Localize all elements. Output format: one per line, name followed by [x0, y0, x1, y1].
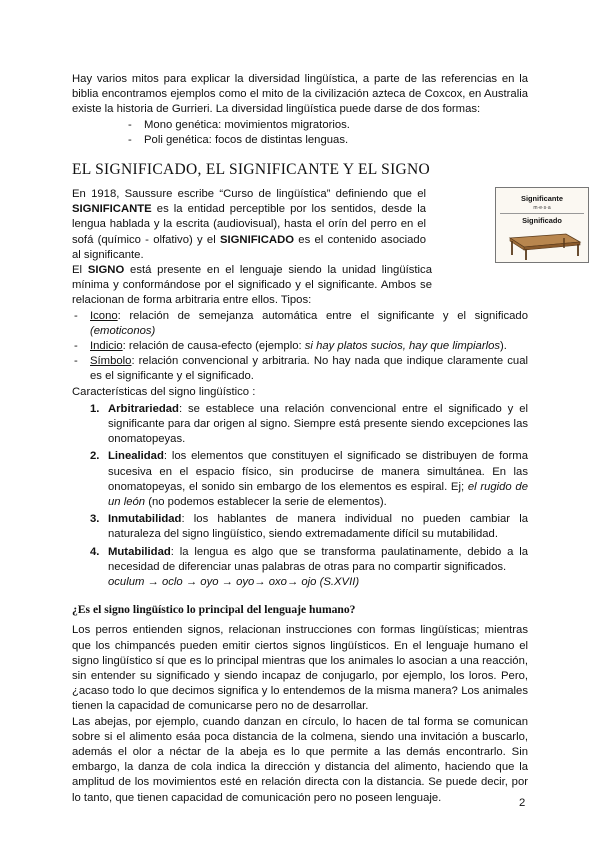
section-heading: EL SIGNIFICADO, EL SIGNIFICANTE Y EL SIGNO — [72, 161, 431, 179]
signo-section — [72, 187, 563, 309]
characteristics-title: Características del signo lingüístico : — [72, 385, 256, 398]
list-item — [72, 133, 528, 148]
list-item: - Indicio: relación de causa-efecto (ejemplo: si hay platos sucios, hay que limpiarlos). — [72, 339, 528, 354]
dash-bullet: - — [74, 309, 78, 322]
table-icon — [496, 226, 588, 262]
intro-paragraph: Hay varios mitos para explicar la diversidad lingüística, a parte de las referencias en la biblia encontramos ejemplos como el mito de la civilización azteca de Coxcox, en Australia existe la historia de Gurrieri. La diversidad lingüística puede darse de dos formas: — [72, 73, 528, 116]
list-item-text: Mono genética: movimientos migratorios. — [144, 118, 350, 131]
list-item — [72, 118, 528, 133]
forms-list — [72, 118, 528, 148]
dash-bullet: - — [128, 133, 132, 146]
document-page — [72, 72, 563, 806]
subsection-heading: ¿Es el signo lingüístico lo principal del lenguaje humano? — [72, 603, 356, 617]
dash-bullet: - — [128, 118, 132, 131]
signo-paragraph: El SIGNO está presente en el lenguaje siendo la unidad lingüística mínima y conformándose por el significado y el significante. Ambos se relacionan de forma arbitraria entre ellos. Tipos: — [72, 264, 432, 307]
list-item: 4. Mutabilidad: la lengua es algo que se transforma paulatinamente, debido a la necesidad de diferenciar unas palabras de otras para no compartir significados. — [90, 545, 528, 573]
list-item-text: Poli genética: focos de distintas lenguas. — [144, 133, 349, 146]
animals-paragraph: Los perros entienden signos, relacionan instrucciones con formas lingüísticas; mientras que los chimpancés pueden emitir ciertos signos lingüísticos. En el lenguaje humano el signo lingüístico sí que es lo principal mientras que los animales lo asocian a una reacción, sin entender su significado y siendo incapaz de conjugarlo, por ejemplo, los loros. Pero, ¿acaso todo lo que decimos significa y lo entendemos de la misma manera? Los animales tienen la capacidad de comunicarse pero no de desarrollar. — [72, 624, 528, 713]
list-item: - Símbolo: relación convencional y arbitraria. No hay nada que indique claramente cual es el significante y el significado. — [74, 355, 528, 383]
characteristics-list — [72, 402, 528, 575]
saussure-paragraph: En 1918, Saussure escribe “Curso de lingüística” definiendo que el SIGNIFICANTE es la entidad perceptible por los sentidos, desde la lengua hablada y la escrita (audiovisual), hasta el orín del perro en el sofá (químico - olfativo) y el SIGNIFICADO es el contenido asociado al significante. — [72, 188, 426, 261]
dash-bullet: - — [74, 355, 78, 368]
dash-bullet: - — [74, 340, 78, 353]
list-item: 1. Arbitrariedad: se establece una relación convencional entre el significado y el significante para dar origen al signo. Siempre está presente siendo excepciones las onomatopeyas. — [90, 402, 528, 446]
figure-divider — [500, 213, 584, 214]
page-number: 2 — [519, 797, 526, 809]
figure-label-significante: Significante — [521, 194, 563, 204]
word-evolution-example: oculum → oclo → oyo → oyo→ oxo→ ojo (S.XVII) — [108, 576, 360, 589]
bees-paragraph: Las abejas, por ejemplo, cuando danzan en círculo, lo hacen de tal forma se comunican sobre si el alimento esáa poca distancia de la colmena, siendo una invitación a buscarlo, además el olor a néctar de la abeja es lo que permite a las demás encontrarlo. Sin embargo, la danza de cola indica la dirección y distancia del alimento, haciendo que la amplitud de los movimientos esté en relación directa con la distancia. Se puede decir, por lo tanto, que tienen capacidad de comunicación pero no poseen lenguaje. — [72, 715, 528, 804]
list-item: - Icono: relación de semejanza automática entre el significante y el significado (emoticonos) — [74, 309, 528, 337]
sign-types-list — [72, 309, 528, 385]
figure-word: m·e·s·a — [533, 205, 551, 212]
list-item: 2. Linealidad: los elementos que constituyen el significado se distribuyen de forma sucesiva en el espacio físico, sin producirse de manera simultánea. En las onomatopeyas, el sonido sin embargo de los elementos es espiral. Ej; el rugido de un león (no podemos establecer la serie de elementos). — [90, 450, 528, 509]
list-item: 3. Inmutabilidad: los hablantes de manera individual no pueden cambiar la naturaleza del signo lingüístico, siendo extremadamente difícil su mutabilidad. — [90, 513, 528, 541]
sign-illustration — [495, 187, 589, 263]
figure-label-significado: Significado — [522, 216, 562, 226]
